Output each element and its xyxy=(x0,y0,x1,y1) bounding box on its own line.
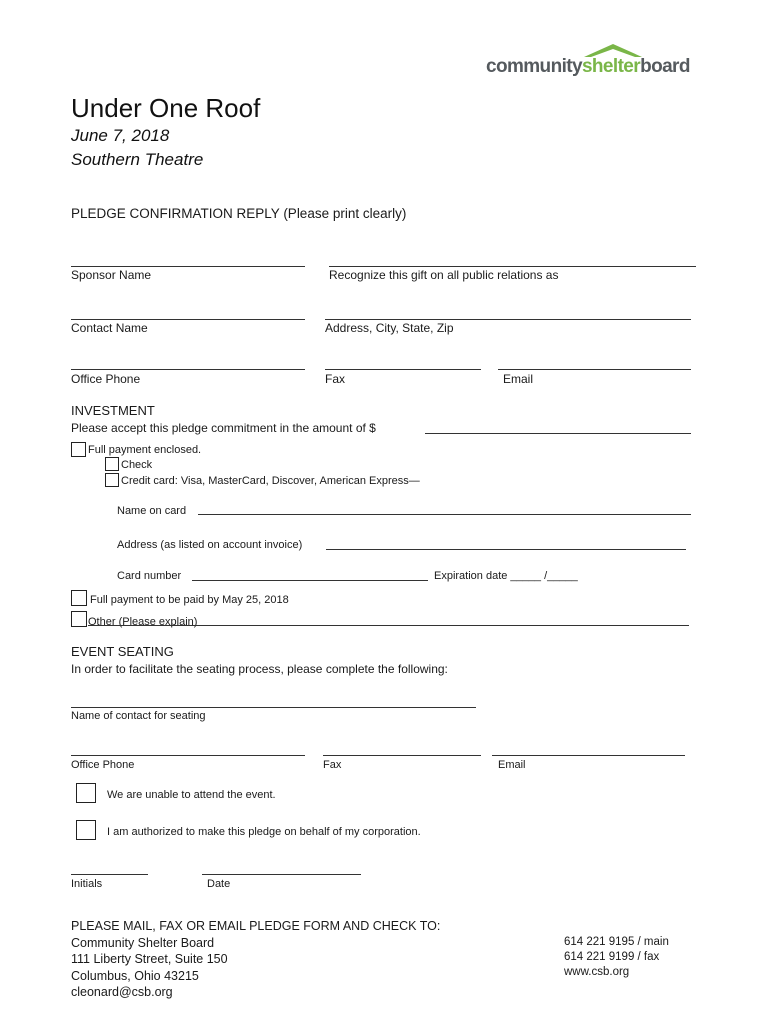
other-checkbox[interactable] xyxy=(71,611,87,627)
seating-email-label: Email xyxy=(498,759,526,771)
event-venue: Southern Theatre xyxy=(71,150,204,169)
office-phone-line[interactable] xyxy=(71,369,305,370)
name-on-card-label: Name on card xyxy=(117,505,187,517)
seating-phone-label: Office Phone xyxy=(71,759,135,771)
city-state-zip: Columbus, Ohio 43215 xyxy=(71,968,199,983)
contact-name-label: Contact Name xyxy=(71,321,148,335)
mail-heading: PLEASE MAIL, FAX OR EMAIL PLEDGE FORM AND CHECK TO: xyxy=(71,919,441,933)
recognize-line[interactable] xyxy=(329,266,696,267)
seating-instruction: In order to facilitate the seating process, please complete the following: xyxy=(71,662,448,676)
logo-wordmark: communityshelterboard xyxy=(486,56,690,77)
address-label: Address, City, State, Zip xyxy=(325,321,454,335)
recognize-label: Recognize this gift on all public relations as xyxy=(329,268,559,282)
card-number-line[interactable] xyxy=(192,580,428,581)
contact-numbers xyxy=(564,935,669,980)
form-heading xyxy=(71,206,406,221)
seating-fax-label: Fax xyxy=(323,759,342,771)
expiration-label: Expiration date _____ /_____ xyxy=(434,570,578,582)
phone-fax: 614 221 9199 / fax xyxy=(564,951,660,963)
unable-attend-checkbox[interactable] xyxy=(76,783,96,803)
name-on-card-line[interactable] xyxy=(198,514,691,515)
office-phone-label: Office Phone xyxy=(71,372,141,386)
unable-attend-label: We are unable to attend the event. xyxy=(107,789,276,801)
amount-line[interactable] xyxy=(425,433,691,434)
full-payment-by-checkbox[interactable] xyxy=(71,590,87,606)
fax-line[interactable] xyxy=(325,369,481,370)
email-label: Email xyxy=(503,372,534,386)
seating-fax-line[interactable] xyxy=(323,755,481,756)
sponsor-name-label: Sponsor Name xyxy=(71,268,152,282)
contact-email[interactable]: cleonard@csb.org xyxy=(71,985,173,999)
authorized-checkbox[interactable] xyxy=(76,820,96,840)
credit-card-checkbox[interactable] xyxy=(105,473,119,487)
card-number-label: Card number xyxy=(117,570,182,582)
org-name: Community Shelter Board xyxy=(71,935,215,950)
seating-contact-label: Name of contact for seating xyxy=(71,710,206,722)
initials-line[interactable] xyxy=(71,874,148,875)
other-label: Other (Please explain) xyxy=(88,616,198,628)
credit-card-label: Credit card: Visa, MasterCard, Discover, American Express— xyxy=(121,475,420,487)
sponsor-name-line[interactable] xyxy=(71,266,305,267)
seating-contact-line[interactable] xyxy=(71,707,476,708)
initials-label: Initials xyxy=(71,878,103,890)
check-label: Check xyxy=(121,459,153,471)
email-line[interactable] xyxy=(498,369,691,370)
seating-phone-line[interactable] xyxy=(71,755,305,756)
website-link[interactable]: www.csb.org xyxy=(564,966,630,978)
address-line[interactable] xyxy=(325,319,691,320)
check-checkbox[interactable] xyxy=(105,457,119,471)
amount-label: Please accept this pledge commitment in the amount of $ xyxy=(71,421,376,435)
phone-main: 614 221 9195 / main xyxy=(564,936,669,948)
date-label: Date xyxy=(207,878,231,890)
form-title: PLEDGE CONFIRMATION REPLY xyxy=(71,206,280,221)
card-address-line[interactable] xyxy=(326,549,686,550)
fax-label: Fax xyxy=(325,372,346,386)
investment-heading: INVESTMENT xyxy=(71,403,155,418)
contact-name-line[interactable] xyxy=(71,319,305,320)
full-payment-by-label: Full payment to be paid by May 25, 2018 xyxy=(90,594,289,606)
event-date: June 7, 2018 xyxy=(71,126,170,145)
full-payment-label: Full payment enclosed. xyxy=(88,444,202,456)
event-title: Under One Roof xyxy=(71,93,261,123)
mailing-address xyxy=(71,918,440,1001)
date-line[interactable] xyxy=(202,874,361,875)
other-line[interactable] xyxy=(88,625,689,626)
seating-email-line[interactable] xyxy=(492,755,685,756)
seating-heading: EVENT SEATING xyxy=(71,644,174,659)
street-address: 111 Liberty Street, Suite 150 xyxy=(71,952,228,966)
form-note: (Please print clearly) xyxy=(283,206,407,221)
full-payment-checkbox[interactable] xyxy=(71,442,86,457)
card-address-label: Address (as listed on account invoice) xyxy=(117,539,303,551)
authorized-label: I am authorized to make this pledge on behalf of my corporation. xyxy=(107,826,421,838)
